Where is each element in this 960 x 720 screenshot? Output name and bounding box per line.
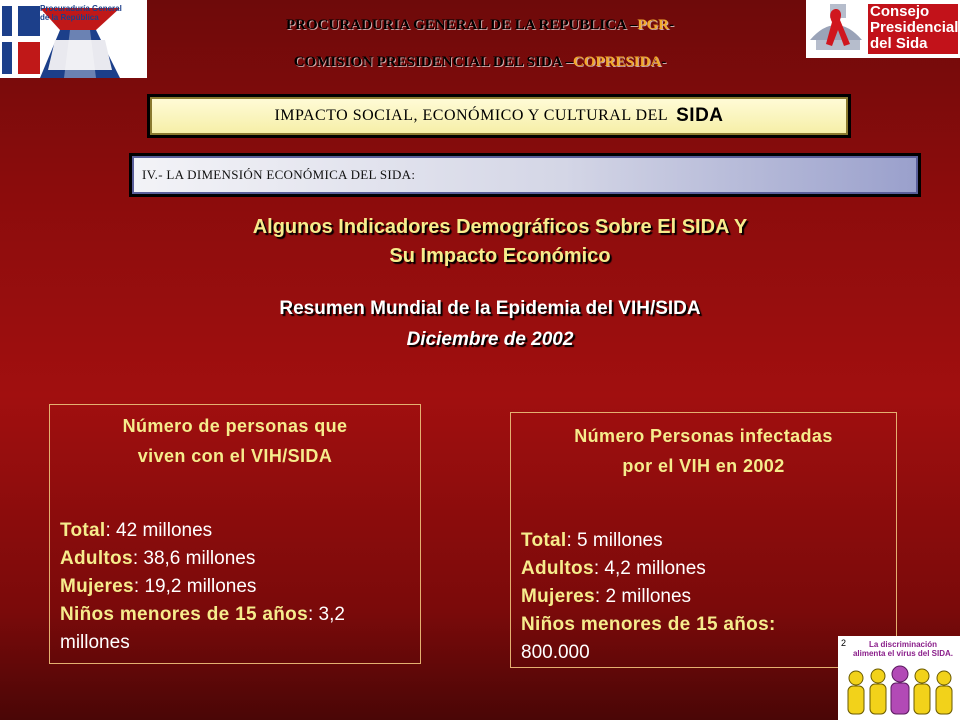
discrimination-poster <box>838 636 960 720</box>
section-banner <box>129 153 921 197</box>
living-panel-title-line2: viven con el VIH/SIDA <box>137 446 333 466</box>
indicators-title-line2: Su Impacto Económico <box>389 245 611 267</box>
impact-banner <box>147 94 851 138</box>
poster-number: 2 <box>841 638 847 648</box>
infections-stat-row: Total: 5 millones <box>521 530 663 551</box>
infections-stat-wrap: 800.000 <box>521 642 590 663</box>
pgr-logo-label: Procuraduría General de la República <box>40 4 122 22</box>
living-stat-row: Mujeres: 19,2 millones <box>60 576 257 597</box>
infections-panel-title-line2: por el VIH en 2002 <box>622 456 785 476</box>
header-line-copresida: COMISION PRESIDENCIAL DEL SIDA –COPRESIDA- <box>293 54 667 70</box>
infections-stat-row: Niños menores de 15 años: <box>521 614 776 635</box>
infections-stat-row: Mujeres: 2 millones <box>521 586 692 607</box>
infections-panel-title-line1: Número Personas infectadas <box>574 426 833 446</box>
copresida-logo <box>806 0 960 58</box>
living-stat-row: Niños menores de 15 años: 3,2 <box>60 604 345 625</box>
section-banner-text: IV.- LA DIMENSIÓN ECONÓMICA DEL SIDA: <box>142 167 416 182</box>
pgr-logo <box>0 0 147 78</box>
living-with-hiv-panel <box>49 404 421 664</box>
living-panel-title-line1: Número de personas que <box>122 416 348 436</box>
indicators-title-line1: Algunos Indicadores Demográficos Sobre El SIDA Y <box>252 216 748 238</box>
copresida-logo-text: Consejo Presidencial del Sida <box>870 3 959 52</box>
living-panel-stats <box>50 517 420 657</box>
summary-title: Resumen Mundial de la Epidemia del VIH/SIDA <box>279 298 701 319</box>
impact-banner-sida: SIDA <box>676 105 724 126</box>
living-stat-wrap: millones <box>60 632 130 653</box>
living-stat-row: Adultos: 38,6 millones <box>60 548 256 569</box>
header-line-pgr: PROCURADURIA GENERAL DE LA REPUBLICA –PGR- <box>286 17 674 33</box>
poster-caption: La discriminación alimenta el virus del SIDA. <box>852 640 954 658</box>
living-stat-row: Total: 42 millones <box>60 520 213 541</box>
summary-date: Diciembre de 2002 <box>406 329 574 350</box>
infections-stat-row: Adultos: 4,2 millones <box>521 558 706 579</box>
people-figures-icon <box>838 636 960 720</box>
new-infections-panel <box>510 412 897 668</box>
impact-banner-text: IMPACTO SOCIAL, ECONÓMICO Y CULTURAL DEL <box>274 107 669 124</box>
